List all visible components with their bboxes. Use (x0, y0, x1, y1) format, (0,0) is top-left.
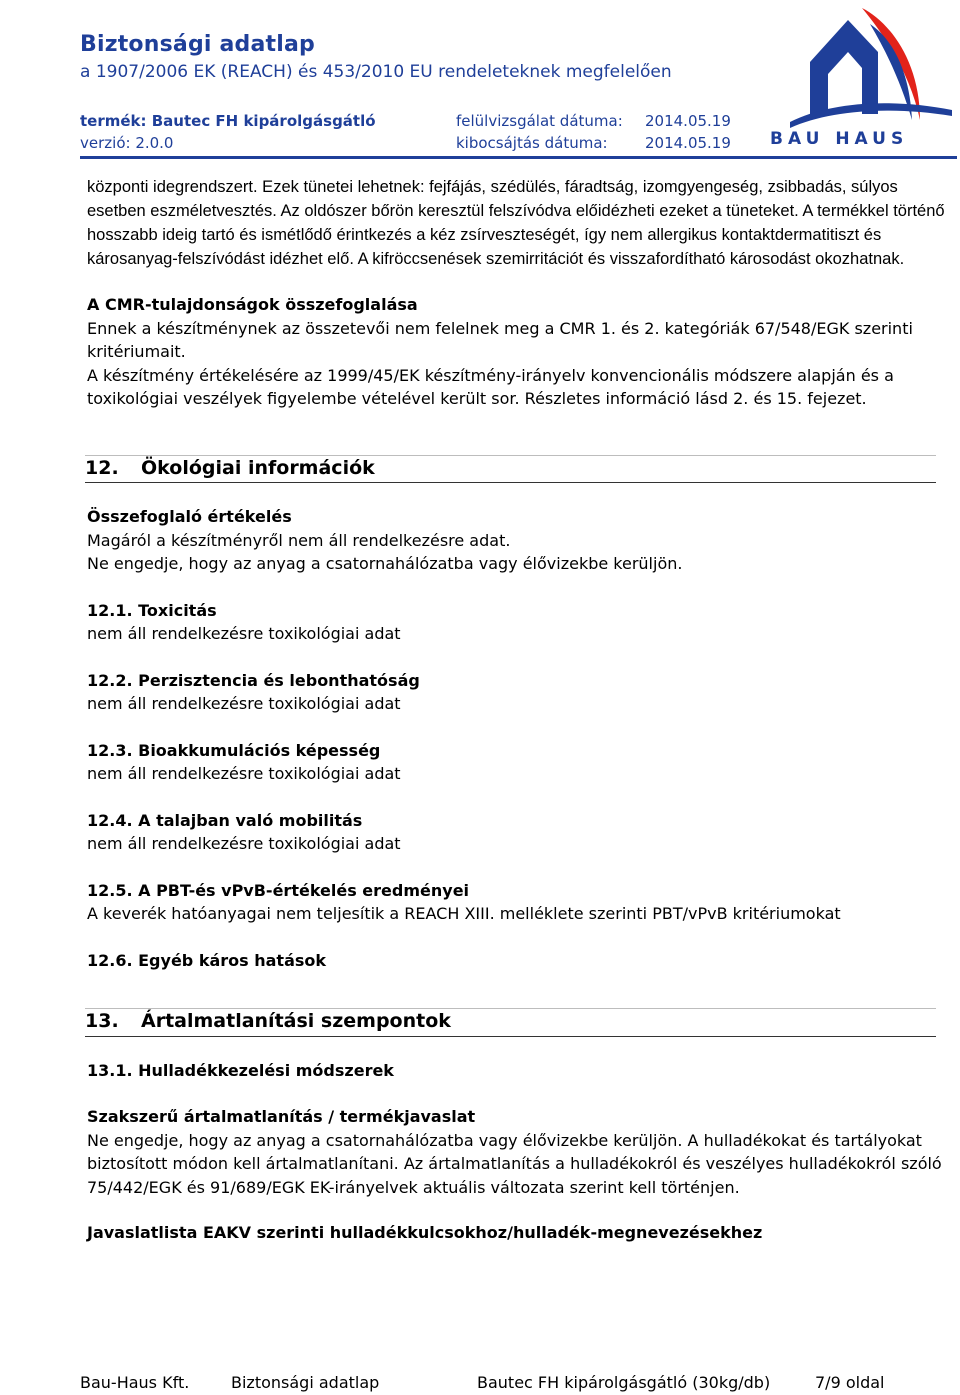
section-13-top-rule (85, 1008, 936, 1009)
section-12-number: 12. (85, 456, 119, 479)
section-13-number: 13. (85, 1010, 119, 1032)
cmr-heading: A CMR-tulajdonságok összefoglalása (87, 295, 418, 314)
subsection-12-5-heading: 12.5. A PBT-és vPvB-értékelés eredményei (87, 880, 470, 900)
footer-doc-title: Biztonsági adatlap (231, 1373, 380, 1392)
product-label: termék: Bautec FH kipárolgásgátló (80, 112, 376, 130)
header-divider (80, 156, 957, 159)
intro-text: központi idegrendszert. Ezek tünetei lehetnek: fejfájás, szédülés, fáradtság, izomgyengeség, zsibbadás, súlyos esetben eszméletvesztés. Az oldószer bőrön keresztül felszívódva előidézheti ezeket a tüneteket. A termékkel történő hosszabb ideig tartó és ismétlődő érintkezés a kéz zsírveszteségét, így nem allergikus kontaktdermatitiszt és károsanyag-felszívódást idézhet elő. A kifröccsenések szemirritációt és visszafordítható károsodást okozhatnak. (87, 178, 945, 268)
section-12-heading (85, 455, 936, 484)
subsection-12-1-text: nem áll rendelkezésre toxikológiai adat (87, 624, 401, 643)
document-subtitle: a 1907/2006 EK (REACH) és 453/2010 EU rendeleteknek megfelelően (80, 62, 672, 82)
subsection-12-1-heading: 12.1. Toxicitás (87, 600, 217, 620)
subsection-12-5-text: A keverék hatóanyagai nem teljesítik a REACH XIII. melléklete szerinti PBT/vPvB kritériumokat (87, 904, 841, 923)
subsection-12-3-text: nem áll rendelkezésre toxikológiai adat (87, 764, 401, 783)
subsection-12-6-heading: 12.6. Egyéb káros hatások (87, 950, 327, 970)
section-13-heading (85, 1008, 936, 1037)
footer-company: Bau-Haus Kft. (80, 1373, 190, 1392)
section-12-title: Ökológiai információk (141, 456, 375, 479)
subsection-12-3-heading: 12.3. Bioakkumulációs képesség (87, 740, 381, 760)
subsection-12-4-heading: 12.4. A talajban való mobilitás (87, 810, 363, 830)
summary-line-2: Ne engedje, hogy az anyag a csatornahálózatba vagy élővizekbe kerüljön. (87, 554, 683, 573)
page-header (0, 0, 960, 162)
review-date-label: felülvizsgálat dátuma: (456, 112, 623, 130)
waste-list-heading: Javaslatlista EAKV szerinti hulladékkulcsokhoz/hulladék-megnevezésekhez (87, 1223, 763, 1242)
version-label: verzió: 2.0.0 (80, 134, 174, 152)
bauhaus-logo (770, 2, 960, 150)
review-date: 2014.05.19 (645, 112, 731, 130)
disposal-heading: Szakszerű ártalmatlanítás / termékjavaslat (87, 1107, 476, 1126)
subsection-12-2-heading: 12.2. Perzisztencia és lebonthatóság (87, 670, 420, 690)
footer-page-number: 7/9 oldal (815, 1373, 885, 1392)
section-13-title: Ártalmatlanítási szempontok (141, 1010, 451, 1032)
subsection-13-1-heading: 13.1. Hulladékkezelési módszerek (87, 1060, 394, 1080)
issue-date: 2014.05.19 (645, 134, 731, 152)
document-body (87, 175, 947, 1245)
summary-heading: Összefoglaló értékelés (87, 507, 292, 526)
summary-line-1: Magáról a készítményről nem áll rendelkezésre adat. (87, 530, 511, 550)
footer-product: Bautec FH kipárolgásgátló (30kg/db) (477, 1373, 771, 1392)
subsection-12-2-text: nem áll rendelkezésre toxikológiai adat (87, 694, 401, 713)
section-12-top-rule (85, 455, 936, 456)
intro-paragraph (87, 175, 947, 271)
cmr-text-1: Ennek a készítménynek az összetevői nem felelnek meg a CMR 1. és 2. kategóriák 67/548/EGK szerinti kritériumait. (87, 318, 913, 361)
issue-date-label: kibocsájtás dátuma: (456, 134, 608, 152)
subsection-12-4-text: nem áll rendelkezésre toxikológiai adat (87, 834, 401, 853)
logo-text: BAU HAUS (770, 129, 909, 149)
document-title: Biztonsági adatlap (80, 32, 315, 57)
disposal-text: Ne engedje, hogy az anyag a csatornahálózatba vagy élővizekbe kerüljön. A hulladékokat és tartályokat biztosított módon kell ártalmatlanítani. Az ártalmatlanítás a hulladékokról és veszélyes hulladékokról szóló 75/442/EGK és 91/689/EGK EK-irányelvek aktuális változata szerint kell történjen. (87, 1130, 942, 1197)
cmr-text-2: A készítmény értékelésére az 1999/45/EK készítmény-irányelv konvencionális módszere alapján és a toxikológiai veszélyek figyelembe vételével került sor. Részletes információ lásd 2. és 15. fejezet. (87, 365, 894, 408)
